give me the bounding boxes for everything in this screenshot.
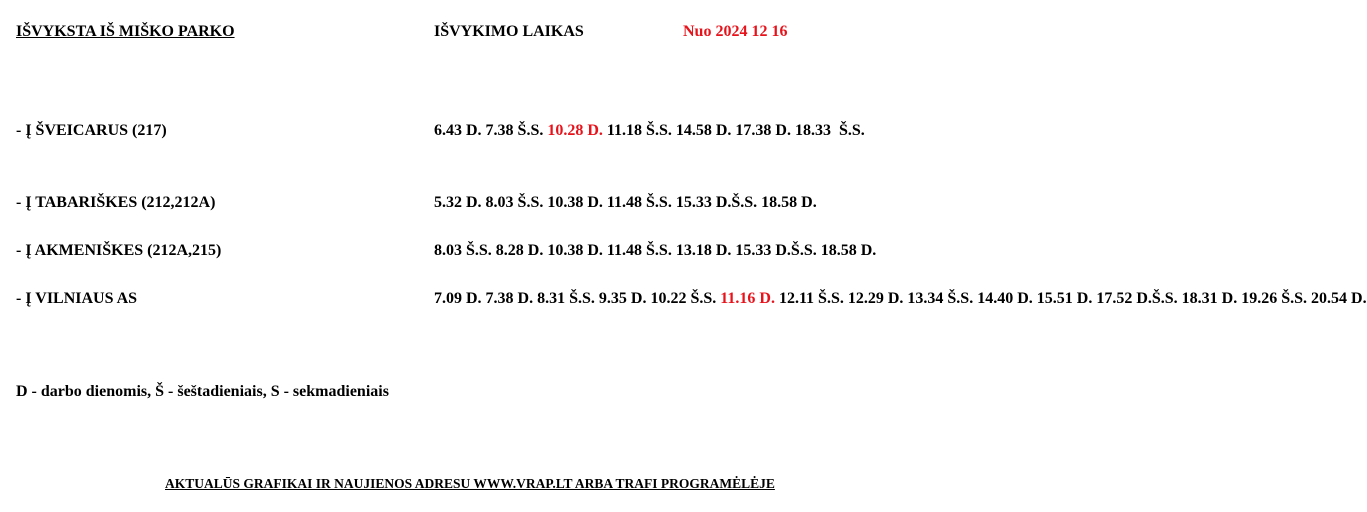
legend: D - darbo dienomis, Š - šeštadieniais, S - sekmadieniais	[16, 383, 389, 400]
departure-times: 8.03 Š.S. 8.28 D. 10.38 D. 11.48 Š.S. 13.18 D. 15.33 D.Š.S. 18.58 D.	[434, 242, 877, 259]
route-times-akmeniskes	[434, 239, 994, 263]
route-destination-vilniaus-as: - Į VILNIAUS AS	[16, 290, 138, 307]
route-times-vilniaus-as	[434, 287, 1367, 311]
departure-times: 12.11 Š.S. 12.29 D. 13.34 Š.S. 14.40 D. 15.51 D. 17.52 D.Š.S. 18.31 D. 19.26 Š.S. 20.54 D.	[774, 290, 1367, 307]
route-times-tabariskes	[434, 191, 994, 215]
departure-times: 11.18 Š.S. 14.58 D. 17.38 D. 18.33 Š.S.	[602, 122, 865, 139]
departure-times: 5.32 D. 8.03 Š.S. 10.38 D. 11.48 Š.S. 15.33 D.Š.S. 18.58 D.	[434, 194, 817, 211]
departure-time-title: IŠVYKIMO LAIKAS	[434, 23, 584, 40]
route-destination-tabariskes: - Į TABARIŠKES (212,212A)	[16, 194, 216, 211]
valid-from-date: Nuo 2024 12 16	[683, 23, 788, 40]
route-times-sveicarus	[434, 119, 994, 143]
departure-times: 6.43 D. 7.38 Š.S.	[434, 122, 548, 139]
highlighted-departure-time: 10.28 D.	[547, 122, 603, 139]
footer-notice: AKTUALŪS GRAFIKAI IR NAUJIENOS ADRESU WWW.VRAP.LT ARBA TRAFI PROGRAMĖLĖJE	[165, 476, 775, 491]
departure-title: IŠVYKSTA IŠ MIŠKO PARKO	[16, 23, 235, 40]
highlighted-departure-time: 11.16 D.	[720, 290, 775, 307]
departure-times: 7.09 D. 7.38 D. 8.31 Š.S. 9.35 D. 10.22 Š.S.	[434, 290, 721, 307]
route-destination-sveicarus: - Į ŠVEICARUS (217)	[16, 122, 167, 139]
route-destination-akmeniskes: - Į AKMENIŠKES (212A,215)	[16, 242, 222, 259]
